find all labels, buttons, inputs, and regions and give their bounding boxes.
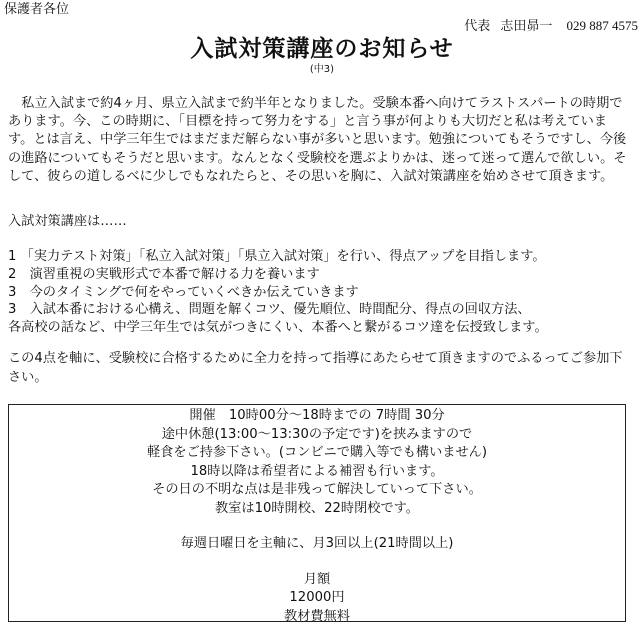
course-lead: 入試対策講座は…… xyxy=(8,214,127,229)
info-classroom-hours: 教室は10時開校、22時閉校です。 xyxy=(215,500,419,516)
course-point: 2 演習重視の実戦形式で本番で解ける力を養います xyxy=(8,266,320,282)
course-point: 3 今のタイミングで何をやっていくべきか伝えていきます xyxy=(8,284,359,300)
info-extra-lessons: 18時以降は希望者による補習も行います。 xyxy=(190,463,444,479)
info-spacer xyxy=(9,554,625,571)
info-hours: 開催 10時00分～18時までの 7時間 30分 xyxy=(189,408,445,423)
sender-phone: 029 887 4575 xyxy=(566,18,638,33)
sender-name: 志田昴一 xyxy=(500,19,553,34)
info-spacer xyxy=(9,518,625,535)
sender-line xyxy=(464,18,638,35)
info-materials: 教材費無料 xyxy=(284,608,350,624)
intro-paragraph: 私立入試まで約4ヶ月、県立入試まで約半年となりました。受験本番へ向けてラストスパートの時期であります。今、この時期に、「目標を持って努力をする」と言う事が何よりも大切だと私は考えています。とは言え、中学三年生ではまだまだ解らない事が多いと思います。勉強についてもそうですし、今後の進路についてもそうだと思います。なんとなく受験校を選ぶよりかは、迷って迷って選んで欲しい。そして、彼らの道しるべに少しでもなれたらと、その思いを胸に、入試対策講座を始めさせて頂きます。 xyxy=(8,96,627,184)
info-questions: その日の不明な点は是非残って解決していって下さい。 xyxy=(152,482,482,497)
info-break-2: 軽食をご持参下さい。(コンビニで購入等でも構いません) xyxy=(147,445,487,460)
document-subtitle: (中3) xyxy=(309,64,335,75)
closing-paragraph: この4点を軸に、受験校に合格するために全力を持って指導にあたらせて頂きますのでふるってご参加下さい。 xyxy=(8,351,623,385)
info-fee-amount: 12000円 xyxy=(289,590,345,605)
course-point: 3 入試本番における心構え、問題を解くコツ、優先順位、時間配分、得点の回収方法、 xyxy=(8,302,531,318)
info-break-1: 途中休憩(13:00～13:30の予定です)を挟みますので xyxy=(161,426,473,442)
course-points-list xyxy=(8,248,634,337)
document-title: 入試対策講座のお知らせ xyxy=(190,35,454,62)
schedule-info-box xyxy=(8,404,626,622)
course-point: 各高校の話など、中学三年生では気がつきにくい、本番へと繋がるコツ達を伝授致します。 xyxy=(8,320,548,336)
info-schedule: 毎週日曜日を主軸に、月3回以上(21時間以上) xyxy=(180,536,454,551)
sender-title: 代表 xyxy=(464,19,491,34)
course-point: 1 「実力テスト対策」「私立入試対策」「県立入試対策」を行い、得点アップを目指します。 xyxy=(8,249,546,264)
info-fee-label: 月額 xyxy=(303,571,331,587)
intro-section xyxy=(8,95,628,186)
addressee: 保護者各位 xyxy=(4,2,70,17)
